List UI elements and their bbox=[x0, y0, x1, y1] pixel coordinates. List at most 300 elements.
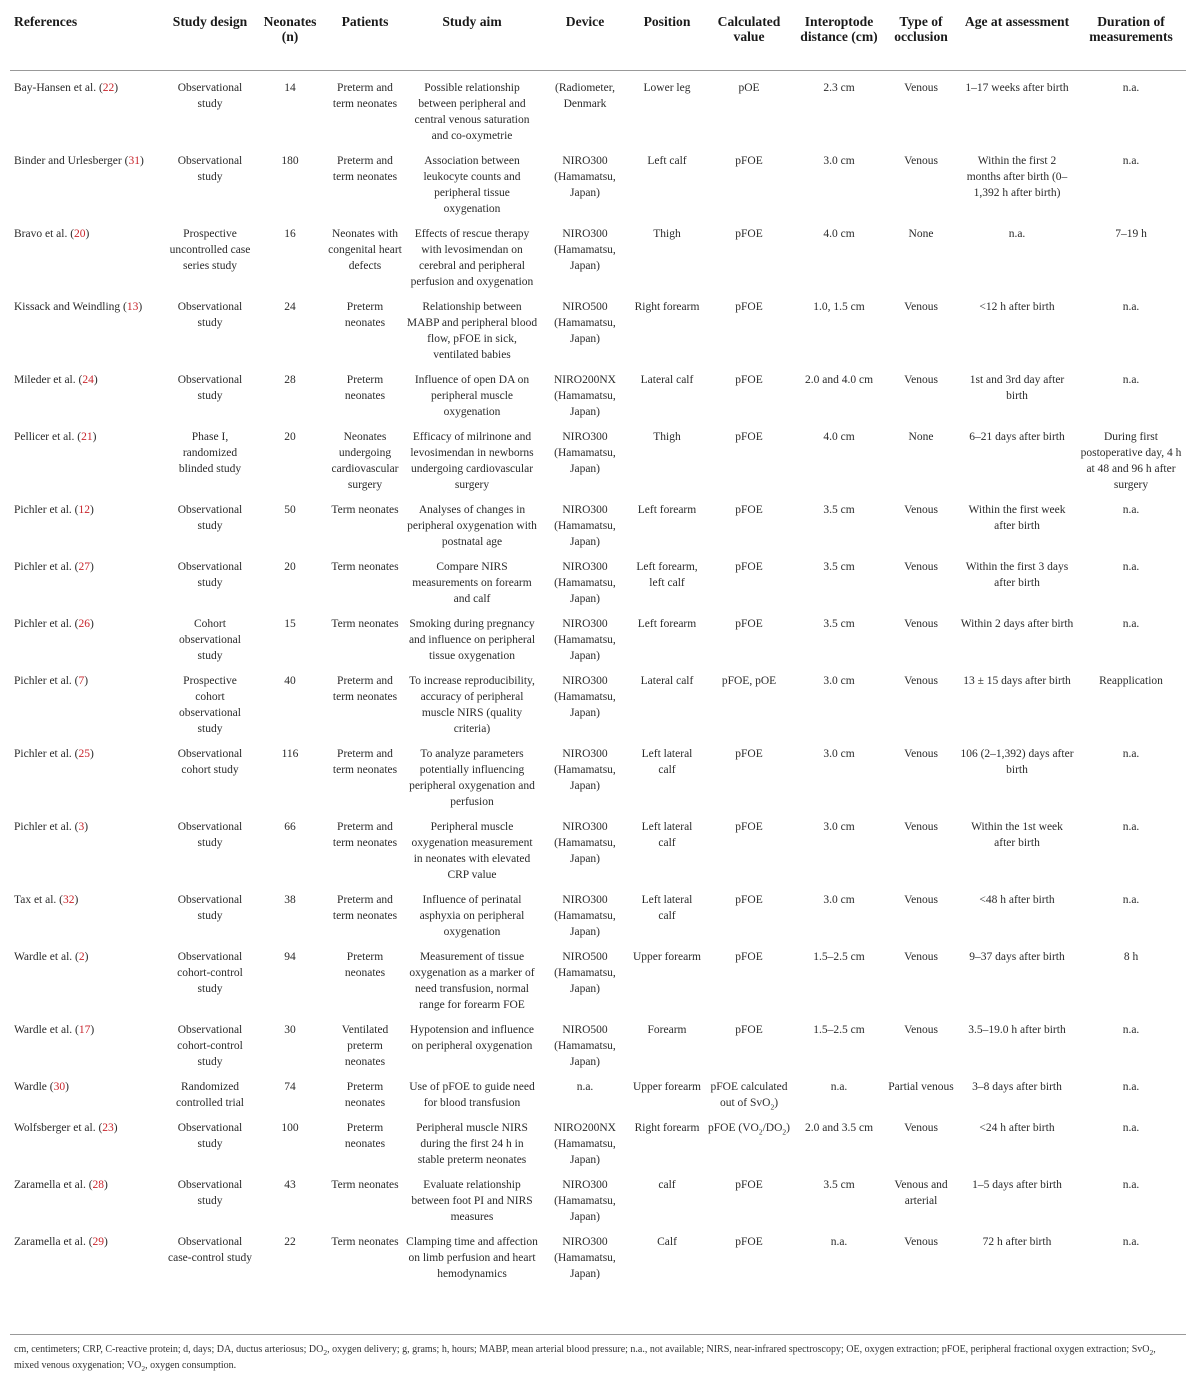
cell-value: pFOE bbox=[735, 1235, 763, 1248]
close-paren: ) bbox=[104, 1235, 108, 1248]
cell-position: Upper forearm bbox=[632, 950, 701, 963]
cell-n: 40 bbox=[284, 674, 296, 687]
cell-distance: 1.5–2.5 cm bbox=[813, 950, 865, 963]
cell-n: 38 bbox=[284, 893, 296, 906]
cell-reference bbox=[10, 70, 166, 144]
cell-age: 3.5–19.0 h after birth bbox=[968, 1023, 1066, 1036]
cell-n: 94 bbox=[284, 950, 296, 963]
cell-device: NIRO300 (Hamamatsu, Japan) bbox=[554, 820, 616, 865]
table-row bbox=[10, 1070, 1186, 1111]
author-text: Wardle ( bbox=[14, 1080, 54, 1093]
citation-link[interactable]: 24 bbox=[82, 373, 94, 386]
cell-duration: During first postoperative day, 4 h at 48 and 96 h after surgery bbox=[1080, 430, 1182, 491]
citation-link[interactable]: 30 bbox=[53, 1080, 66, 1093]
cell-device: NIRO300 (Hamamatsu, Japan) bbox=[554, 674, 616, 719]
author-text: Wardle et al. ( bbox=[14, 950, 79, 963]
cell-reference bbox=[10, 550, 166, 607]
cell-age: 13 ± 15 days after birth bbox=[963, 674, 1071, 687]
cell-duration: n.a. bbox=[1122, 747, 1140, 760]
cell-device: NIRO500 (Hamamatsu, Japan) bbox=[554, 950, 616, 995]
cell-design: Phase I, randomized blinded study bbox=[178, 430, 242, 475]
cell-reference bbox=[10, 737, 166, 810]
citation-link[interactable]: 26 bbox=[78, 617, 91, 630]
cell-device: (Radiometer, Denmark bbox=[555, 81, 615, 110]
author-text: Mileder et al. ( bbox=[14, 373, 83, 386]
author-text: Pichler et al. ( bbox=[14, 560, 79, 573]
close-paren: ) bbox=[90, 747, 94, 760]
cell-duration: n.a. bbox=[1122, 820, 1140, 833]
author-text: Pellicer et al. ( bbox=[14, 430, 82, 443]
citation-link[interactable]: 29 bbox=[92, 1235, 105, 1248]
table-row bbox=[10, 217, 1186, 290]
cell-position: Left lateral calf bbox=[641, 820, 693, 849]
cell-distance: 4.0 cm bbox=[823, 227, 855, 240]
cell-n: 20 bbox=[284, 430, 296, 443]
cell-occlusion: Venous bbox=[904, 373, 938, 386]
table-row bbox=[10, 607, 1186, 664]
cell-n: 28 bbox=[284, 373, 296, 386]
cell-reference bbox=[10, 940, 166, 1013]
cell-age: 1st and 3rd day after birth bbox=[969, 373, 1065, 402]
citation-link[interactable]: 13 bbox=[126, 300, 139, 313]
cell-duration: n.a. bbox=[1122, 617, 1140, 630]
cell-reference bbox=[10, 1013, 166, 1070]
cell-age: 1–5 days after birth bbox=[972, 1178, 1062, 1191]
cell-occlusion: Venous bbox=[904, 1121, 938, 1134]
cell-design: Observational study bbox=[177, 1178, 243, 1207]
cell-occlusion: Venous bbox=[904, 950, 938, 963]
cell-value: pFOE bbox=[735, 154, 763, 167]
cell-patients: Term neonates bbox=[331, 1178, 399, 1191]
cell-position: Thigh bbox=[653, 430, 681, 443]
cell-occlusion: Venous bbox=[904, 893, 938, 906]
cell-occlusion: None bbox=[908, 227, 934, 240]
cell-value: pOE bbox=[738, 81, 760, 94]
cell-patients: Preterm neonates bbox=[344, 300, 386, 329]
cell-patients: Preterm neonates bbox=[344, 1121, 386, 1150]
cell-design: Observational study bbox=[177, 81, 243, 110]
cell-design: Observational study bbox=[177, 373, 243, 402]
header-row bbox=[10, 12, 1186, 70]
cell-duration: n.a. bbox=[1122, 300, 1140, 313]
studies-table bbox=[10, 12, 1186, 1290]
cell-aim: To analyze parameters potentially influencing peripheral oxygenation and perfusion bbox=[409, 747, 535, 808]
header-patients: Patients bbox=[326, 12, 404, 70]
cell-n: 116 bbox=[281, 747, 299, 760]
cell-position: Left lateral calf bbox=[641, 893, 693, 922]
cell-age: 1–17 weeks after birth bbox=[965, 81, 1069, 94]
cell-distance: 3.0 cm bbox=[823, 747, 855, 760]
cell-age: <48 h after birth bbox=[979, 893, 1055, 906]
cell-design: Prospective uncontrolled case series study bbox=[169, 227, 251, 272]
cell-design: Observational study bbox=[177, 560, 243, 589]
cell-device: n.a. bbox=[576, 1080, 594, 1093]
header-duration: Duration of measurements bbox=[1076, 12, 1186, 70]
cell-distance: n.a. bbox=[830, 1235, 848, 1248]
cell-reference bbox=[10, 144, 166, 217]
close-paren: ) bbox=[90, 560, 94, 573]
cell-position: Thigh bbox=[653, 227, 681, 240]
cell-n: 24 bbox=[284, 300, 296, 313]
cell-n: 15 bbox=[284, 617, 296, 630]
cell-design: Observational study bbox=[177, 820, 243, 849]
cell-patients: Preterm and term neonates bbox=[332, 674, 398, 703]
cell-age: 6–21 days after birth bbox=[969, 430, 1065, 443]
cell-aim: Evaluate relationship between foot PI and NIRS measures bbox=[411, 1178, 533, 1223]
citation-link[interactable]: 21 bbox=[81, 430, 93, 443]
author-text: Zaramella et al. ( bbox=[14, 1235, 93, 1248]
header-references: References bbox=[10, 12, 166, 70]
table-row bbox=[10, 1168, 1186, 1225]
cell-n: 100 bbox=[281, 1121, 299, 1134]
table-row bbox=[10, 70, 1186, 144]
cell-value: pFOE bbox=[735, 430, 763, 443]
cell-duration: n.a. bbox=[1122, 81, 1140, 94]
cell-occlusion: Venous bbox=[904, 81, 938, 94]
cell-reference bbox=[10, 810, 166, 883]
cell-n: 50 bbox=[284, 503, 296, 516]
close-paren: ) bbox=[84, 820, 89, 833]
cell-reference bbox=[10, 883, 166, 940]
cell-value: pFOE bbox=[735, 747, 763, 760]
cell-design: Observational study bbox=[177, 1121, 243, 1150]
cell-value: pFOE bbox=[735, 820, 763, 833]
footnote: cm, centimeters; CRP, C-reactive protein; d, days; DA, ductus arteriosus; $DO_2$, oxygen delivery; g, grams; h, hours; MABP, mean arterial blood pressure; n.a., not available; NIRS, near-infrared spectroscopy; OE, oxygen extraction; pFOE, peripheral fractional oxygen extraction; SvO$_2$, mixed venous oxygenation; $VO_2$, oxygen consumption. bbox=[14, 1344, 1156, 1373]
citation-link[interactable]: 3 bbox=[78, 820, 85, 833]
table-row bbox=[10, 810, 1186, 883]
close-paren: ) bbox=[90, 503, 94, 516]
cell-n: 180 bbox=[281, 154, 299, 167]
cell-reference bbox=[10, 290, 166, 363]
cell-value: pFOE bbox=[735, 300, 763, 313]
cell-duration: Reapplication bbox=[1099, 674, 1163, 687]
cell-patients: Term neonates bbox=[331, 560, 399, 573]
author-text: Binder and Urlesberger ( bbox=[14, 154, 129, 167]
cell-patients: Ventilated preterm neonates bbox=[341, 1023, 389, 1068]
cell-patients: Preterm and term neonates bbox=[332, 747, 398, 776]
cell-value: pFOE bbox=[735, 373, 763, 386]
cell-n: 20 bbox=[284, 560, 296, 573]
cell-occlusion: Venous bbox=[904, 300, 938, 313]
author-text: Tax et al. ( bbox=[14, 893, 64, 906]
cell-age: n.a. bbox=[1008, 227, 1026, 240]
close-paren: ) bbox=[65, 1080, 69, 1093]
cell-device: NIRO300 (Hamamatsu, Japan) bbox=[554, 154, 616, 199]
cell-device: NIRO200NX (Hamamatsu, Japan) bbox=[554, 373, 616, 418]
table-row bbox=[10, 290, 1186, 363]
cell-aim: Use of pFOE to guide need for blood transfusion bbox=[409, 1080, 535, 1109]
cell-patients: Preterm and term neonates bbox=[332, 820, 398, 849]
cell-value: pFOE bbox=[735, 227, 763, 240]
header-interoptode-distance: Interoptode distance (cm) bbox=[794, 12, 884, 70]
cell-n: 43 bbox=[284, 1178, 296, 1191]
cell-duration: n.a. bbox=[1122, 373, 1140, 386]
header-neonates: Neonates (n) bbox=[254, 12, 326, 70]
cell-distance: 2.0 and 4.0 cm bbox=[804, 373, 874, 386]
cell-design: Prospective cohort observational study bbox=[179, 674, 241, 735]
cell-design: Observational study bbox=[177, 503, 243, 532]
cell-aim: To increase reproducibility, accuracy of peripheral muscle NIRS (quality criteria) bbox=[409, 674, 535, 735]
table-body bbox=[10, 70, 1186, 1290]
cell-distance: 4.0 cm bbox=[823, 430, 855, 443]
cell-patients: Preterm and term neonates bbox=[332, 893, 398, 922]
cell-position: Forearm bbox=[647, 1023, 687, 1036]
author-text: Pichler et al. ( bbox=[14, 674, 79, 687]
author-text: Pichler et al. ( bbox=[14, 747, 79, 760]
cell-reference bbox=[10, 607, 166, 664]
cell-distance: 3.5 cm bbox=[823, 560, 855, 573]
cell-position: Lateral calf bbox=[640, 373, 694, 386]
cell-age: <24 h after birth bbox=[979, 1121, 1055, 1134]
citation-link[interactable]: 27 bbox=[78, 560, 91, 573]
cell-reference bbox=[10, 1168, 166, 1225]
cell-n: 74 bbox=[284, 1080, 296, 1093]
cell-design: Randomized controlled trial bbox=[175, 1080, 245, 1109]
cell-value: pFOE $(VO_2/DO_2)$ bbox=[708, 1121, 790, 1136]
cell-value: pFOE bbox=[735, 1023, 763, 1036]
cell-aim: Clamping time and affection on limb perfusion and heart hemodynamics bbox=[406, 1235, 538, 1280]
cell-age: Within 2 days after birth bbox=[960, 617, 1074, 630]
cell-position: Lateral calf bbox=[640, 674, 694, 687]
cell-occlusion: Venous bbox=[904, 1235, 938, 1248]
cell-patients: Preterm and term neonates bbox=[332, 81, 398, 110]
cell-aim: Association between leukocyte counts and peripheral tissue oxygenation bbox=[423, 154, 521, 215]
cell-aim: Peripheral muscle NIRS during the first 24 h in stable preterm neonates bbox=[416, 1121, 528, 1166]
table-row bbox=[10, 363, 1186, 420]
citation-link[interactable]: 22 bbox=[102, 81, 115, 94]
cell-n: 66 bbox=[284, 820, 296, 833]
close-paren: ) bbox=[138, 300, 143, 313]
cell-age: Within the 1st week after birth bbox=[971, 820, 1063, 849]
cell-occlusion: Venous bbox=[904, 560, 938, 573]
cell-patients: Term neonates bbox=[331, 1235, 399, 1248]
cell-position: Left forearm, left calf bbox=[636, 560, 698, 589]
cell-patients: Preterm neonates bbox=[344, 373, 386, 402]
cell-design: Cohort observational study bbox=[179, 617, 241, 662]
close-paren: ) bbox=[113, 1121, 118, 1134]
close-paren: ) bbox=[84, 950, 89, 963]
cell-reference bbox=[10, 1070, 166, 1111]
cell-position: Left lateral calf bbox=[641, 747, 693, 776]
cell-aim: Influence of perinatal asphyxia on peripheral oxygenation bbox=[419, 893, 525, 938]
cell-occlusion: Venous bbox=[904, 1023, 938, 1036]
cell-device: NIRO500 (Hamamatsu, Japan) bbox=[554, 300, 616, 345]
cell-distance: 3.0 cm bbox=[823, 820, 855, 833]
cell-design: Observational cohort study bbox=[177, 747, 243, 776]
table-row bbox=[10, 1111, 1186, 1168]
author-text: Bravo et al. ( bbox=[14, 227, 75, 240]
cell-occlusion: Venous bbox=[904, 503, 938, 516]
table-row bbox=[10, 737, 1186, 810]
citation-link[interactable]: 31 bbox=[128, 154, 140, 167]
cell-aim: Hypotension and influence on peripheral oxygenation bbox=[410, 1023, 534, 1052]
cell-position: Left forearm bbox=[637, 503, 697, 516]
cell-age: Within the first week after birth bbox=[968, 503, 1066, 532]
cell-age: <12 h after birth bbox=[979, 300, 1055, 313]
cell-value: pFOE bbox=[735, 1178, 763, 1191]
cell-occlusion: Partial venous bbox=[888, 1080, 954, 1093]
header-position: Position bbox=[630, 12, 704, 70]
cell-distance: 2.0 and 3.5 cm bbox=[804, 1121, 874, 1134]
cell-duration: n.a. bbox=[1122, 1023, 1140, 1036]
table-row bbox=[10, 664, 1186, 737]
cell-duration: n.a. bbox=[1122, 154, 1140, 167]
cell-aim: Analyses of changes in peripheral oxygenation with postnatal age bbox=[407, 503, 537, 548]
close-paren: ) bbox=[85, 227, 90, 240]
author-text: Pichler et al. ( bbox=[14, 503, 79, 516]
cell-device: NIRO300 (Hamamatsu, Japan) bbox=[554, 430, 616, 475]
citation-link[interactable]: 32 bbox=[63, 893, 75, 906]
citation-link[interactable]: 25 bbox=[78, 747, 91, 760]
cell-device: NIRO300 (Hamamatsu, Japan) bbox=[554, 893, 616, 938]
cell-design: Observational study bbox=[177, 300, 243, 329]
cell-value: pFOE bbox=[735, 503, 763, 516]
header-calculated-value: Calculated value bbox=[704, 12, 794, 70]
table-row bbox=[10, 940, 1186, 1013]
close-paren: ) bbox=[104, 1178, 108, 1191]
cell-value: pFOE, pOE bbox=[721, 674, 777, 687]
close-paren: ) bbox=[92, 430, 97, 443]
cell-position: Left calf bbox=[647, 154, 687, 167]
cell-device: NIRO300 (Hamamatsu, Japan) bbox=[554, 747, 616, 792]
cell-distance: n.a. bbox=[830, 1080, 848, 1093]
cell-duration: n.a. bbox=[1122, 1080, 1140, 1093]
cell-design: Observational cohort-control study bbox=[177, 950, 243, 995]
close-paren: ) bbox=[93, 373, 98, 386]
cell-position: calf bbox=[658, 1178, 676, 1191]
cell-patients: Preterm and term neonates bbox=[332, 154, 398, 183]
cell-age: Within the first 2 months after birth (0–1,392 h after birth) bbox=[966, 154, 1068, 199]
citation-link[interactable]: 2 bbox=[78, 950, 85, 963]
cell-distance: 3.0 cm bbox=[823, 674, 855, 687]
cell-duration: n.a. bbox=[1122, 1121, 1140, 1134]
cell-age: 106 (2–1,392) days after birth bbox=[960, 747, 1074, 776]
cell-duration: n.a. bbox=[1122, 1235, 1140, 1248]
cell-patients: Neonates undergoing cardiovascular surgery bbox=[331, 430, 399, 491]
cell-reference bbox=[10, 1225, 166, 1290]
cell-n: 14 bbox=[284, 81, 296, 94]
cell-aim: Peripheral muscle oxygenation measurement in neonates with elevated CRP value bbox=[411, 820, 533, 881]
table-row bbox=[10, 1013, 1186, 1070]
cell-value: pFOE bbox=[735, 893, 763, 906]
cell-reference bbox=[10, 217, 166, 290]
author-text: Wardle et al. ( bbox=[14, 1023, 79, 1036]
cell-occlusion: Venous and arterial bbox=[894, 1178, 948, 1207]
author-text: Pichler et al. ( bbox=[14, 617, 79, 630]
table-row bbox=[10, 883, 1186, 940]
cell-distance: 3.5 cm bbox=[823, 617, 855, 630]
cell-distance: 1.5–2.5 cm bbox=[813, 1023, 865, 1036]
cell-age: 9–37 days after birth bbox=[969, 950, 1065, 963]
close-paren: ) bbox=[84, 674, 89, 687]
author-text: Kissack and Weindling ( bbox=[14, 300, 127, 313]
cell-patients: Term neonates bbox=[331, 617, 399, 630]
citation-link[interactable]: 12 bbox=[78, 503, 91, 516]
close-paren: ) bbox=[114, 81, 119, 94]
cell-occlusion: Venous bbox=[904, 747, 938, 760]
cell-device: NIRO300 (Hamamatsu, Japan) bbox=[554, 227, 616, 272]
cell-device: NIRO500 (Hamamatsu, Japan) bbox=[554, 1023, 616, 1068]
citation-link[interactable]: 17 bbox=[78, 1023, 91, 1036]
cell-duration: 7–19 h bbox=[1115, 227, 1147, 240]
cell-aim: Influence of open DA on peripheral muscle oxygenation bbox=[414, 373, 530, 418]
table-row bbox=[10, 550, 1186, 607]
cell-occlusion: Venous bbox=[904, 820, 938, 833]
citation-link[interactable]: 7 bbox=[78, 674, 85, 687]
cell-n: 22 bbox=[284, 1235, 296, 1248]
author-text: Pichler et al. ( bbox=[14, 820, 79, 833]
cell-occlusion: Venous bbox=[904, 674, 938, 687]
cell-value: pFOE bbox=[735, 950, 763, 963]
cell-reference bbox=[10, 664, 166, 737]
header-age-at-assessment: Age at assessment bbox=[958, 12, 1076, 70]
cell-position: Lower leg bbox=[643, 81, 691, 94]
cell-aim: Smoking during pregnancy and influence on peripheral tissue oxygenation bbox=[408, 617, 536, 662]
cell-duration: n.a. bbox=[1122, 560, 1140, 573]
cell-position: Calf bbox=[657, 1235, 677, 1248]
table-row bbox=[10, 1225, 1186, 1290]
cell-value: pFOE bbox=[735, 617, 763, 630]
header-study-design: Study design bbox=[166, 12, 254, 70]
cell-reference bbox=[10, 1111, 166, 1168]
cell-design: Observational cohort-control study bbox=[177, 1023, 243, 1068]
header-type-of-occlusion: Type of occlusion bbox=[884, 12, 958, 70]
cell-reference bbox=[10, 420, 166, 493]
cell-position: Right forearm bbox=[634, 300, 700, 313]
cell-age: 72 h after birth bbox=[982, 1235, 1052, 1248]
cell-aim: Possible relationship between peripheral and central venous saturation and co-oxymetrie bbox=[414, 81, 530, 142]
cell-design: Observational study bbox=[177, 893, 243, 922]
cell-device: NIRO300 (Hamamatsu, Japan) bbox=[554, 560, 616, 605]
cell-design: Observational study bbox=[177, 154, 243, 183]
cell-device: NIRO300 (Hamamatsu, Japan) bbox=[554, 617, 616, 662]
cell-occlusion: Venous bbox=[904, 617, 938, 630]
cell-position: Left forearm bbox=[637, 617, 697, 630]
cell-design: Observational case-control study bbox=[168, 1235, 252, 1264]
cell-duration: n.a. bbox=[1122, 893, 1140, 906]
citation-link[interactable]: 28 bbox=[92, 1178, 105, 1191]
cell-duration: n.a. bbox=[1122, 503, 1140, 516]
cell-value: pFOE bbox=[735, 560, 763, 573]
cell-device: NIRO300 (Hamamatsu, Japan) bbox=[554, 503, 616, 548]
cell-aim: Measurement of tissue oxygenation as a marker of need transfusion, normal range for forearm FOE bbox=[409, 950, 535, 1011]
cell-distance: 3.0 cm bbox=[823, 154, 855, 167]
author-text: Zaramella et al. ( bbox=[14, 1178, 93, 1191]
cell-n: 30 bbox=[284, 1023, 296, 1036]
cell-aim: Relationship between MABP and peripheral blood flow, pFOE in sick, ventilated babies bbox=[406, 300, 538, 361]
citation-link[interactable]: 23 bbox=[102, 1121, 114, 1134]
cell-patients: Neonates with congenital heart defects bbox=[328, 227, 402, 272]
footnote-divider bbox=[10, 1334, 1186, 1335]
close-paren: ) bbox=[90, 617, 94, 630]
cell-age: Within the first 3 days after birth bbox=[965, 560, 1069, 589]
cell-patients: Term neonates bbox=[331, 503, 399, 516]
table-row bbox=[10, 420, 1186, 493]
cell-device: NIRO300 (Hamamatsu, Japan) bbox=[554, 1178, 616, 1223]
cell-n: 16 bbox=[284, 227, 296, 240]
header-study-aim: Study aim bbox=[404, 12, 540, 70]
header-device: Device bbox=[540, 12, 630, 70]
citation-link[interactable]: 20 bbox=[74, 227, 86, 240]
cell-distance: 3.5 cm bbox=[823, 503, 855, 516]
cell-occlusion: None bbox=[908, 430, 934, 443]
cell-age: 3–8 days after birth bbox=[972, 1080, 1062, 1093]
cell-distance: 3.0 cm bbox=[823, 893, 855, 906]
cell-occlusion: Venous bbox=[904, 154, 938, 167]
author-text: Wolfsberger et al. ( bbox=[14, 1121, 103, 1134]
author-text: Bay-Hansen et al. ( bbox=[14, 81, 103, 94]
table-row bbox=[10, 144, 1186, 217]
